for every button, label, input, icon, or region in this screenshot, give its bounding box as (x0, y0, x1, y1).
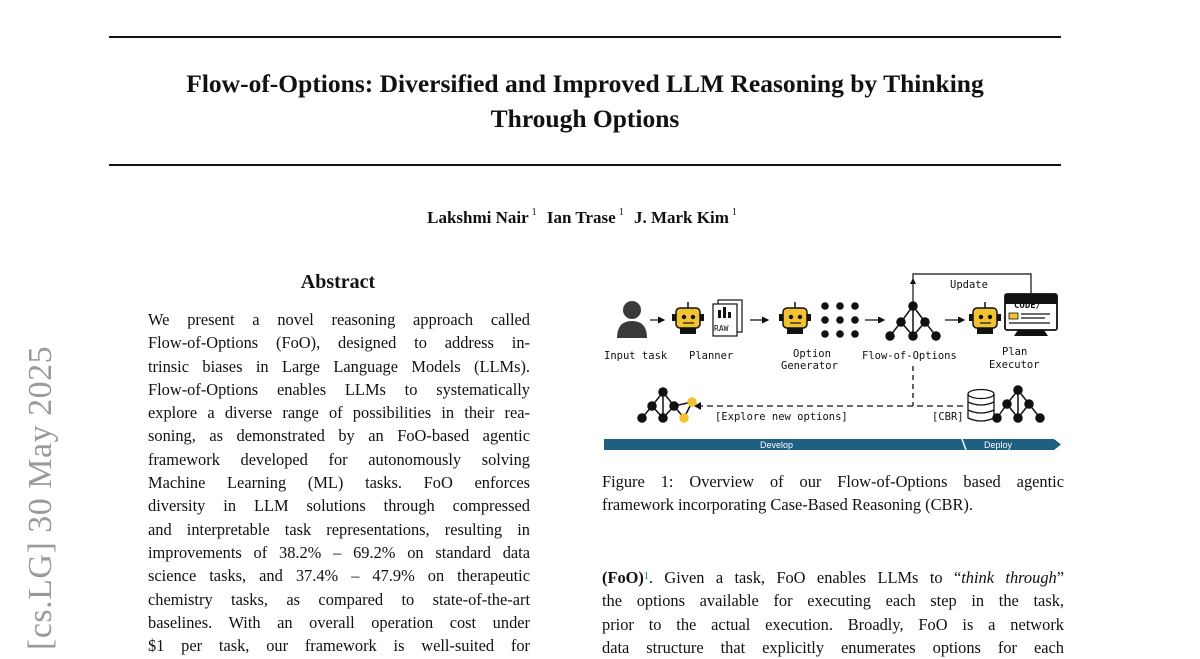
author-name: Lakshmi Nair (427, 208, 529, 227)
planner-robot-icon (672, 302, 704, 334)
option-generator-label-1: Option (793, 348, 831, 360)
deploy-label: Deploy (984, 440, 1013, 450)
body-text (602, 566, 1064, 659)
abstract-line: Flow-of-Options enables LLMs to systematically (148, 379, 530, 399)
figure-1-diagram (600, 268, 1064, 458)
update-label: Update (950, 279, 988, 291)
abstract-line: We present a novel reasoning approach called (148, 310, 530, 329)
code-label: CODE/ (1014, 301, 1042, 311)
author-list (109, 208, 1061, 228)
body-line: prior to the actual execution. Broadly, FoO is a network (602, 614, 1064, 634)
cbr-label: [CBR] (932, 411, 964, 423)
author-name: J. Mark Kim (633, 208, 729, 227)
abstract-line: trinsic biases in Large Language Models (LLMs). (148, 356, 530, 376)
caption-line: framework incorporating Case-Based Reasoning (CBR). (602, 495, 973, 515)
planner-label: Planner (689, 350, 734, 362)
figure-caption (602, 470, 1064, 517)
abstract-line: and interpretable task representations, resulting in (148, 519, 530, 539)
plan-executor-label-1: Plan (1002, 346, 1028, 358)
abstract-line: improvements of 38.2% – 69.2% on standard data (148, 542, 530, 562)
foo-abbrev: (FoO) (602, 568, 644, 587)
abstract-body (148, 308, 530, 657)
update-arrow-head (910, 278, 916, 284)
code-monitor-icon (1005, 294, 1057, 336)
flow-of-options-label: Flow-of-Options (862, 350, 957, 362)
abstract-line: science tasks, and 37.4% – 47.9% on therapeutic (148, 566, 530, 586)
flow-of-options-network-icon (886, 302, 940, 340)
explored-network-icon (638, 388, 696, 422)
title-line-2: Through Options (490, 104, 680, 133)
abstract-line: explore a diverse range of possibilities in their rea- (148, 403, 530, 423)
explore-label: [Explore new options] (715, 411, 848, 423)
plan-executor-label-2: Executor (989, 359, 1040, 371)
input-task-label: Input task (604, 350, 668, 362)
abstract-line: Machine Learning (ML) tasks. FoO enforces (148, 473, 530, 493)
raw-label: RAW (714, 324, 729, 333)
body-fragment: ” (1056, 568, 1064, 587)
paper-title (109, 66, 1061, 136)
abstract-line: diversity in LLM solutions through compressed (148, 496, 530, 516)
top-rule (109, 36, 1061, 38)
develop-deploy-band (604, 439, 1061, 450)
author-affiliation: 1 (618, 207, 624, 218)
footnote-ref[interactable]: 1 (643, 571, 649, 582)
abstract-line: baselines. With an overall operation cost under (148, 612, 530, 632)
title-line-1: Flow-of-Options: Diversified and Improved LLM Reasoning by Thinking (186, 69, 984, 98)
caption-line: Figure 1: Overview of our Flow-of-Options based agentic (602, 472, 1064, 491)
abstract-line: chemistry tasks, as compared to state-of-the-art (148, 589, 530, 609)
options-grid-icon (821, 302, 859, 338)
body-line: the options available for executing each step in the task, (602, 591, 1064, 611)
author-affiliation: 1 (731, 207, 737, 218)
abstract-line: soning, as demonstrated by an FoO-based agentic (148, 426, 530, 446)
abstract-heading: Abstract (300, 271, 376, 293)
user-icon (617, 301, 647, 338)
deploy-network-icon (993, 386, 1044, 422)
body-line: data structure that explicitly enumerates options for each (602, 637, 1064, 657)
abstract-line: $1 per task, our framework is well-suited for (148, 636, 530, 656)
bottom-title-rule (109, 164, 1061, 166)
body-fragment: . Given a task, FoO enables LLMs to “ (648, 568, 962, 587)
database-icon (968, 390, 994, 422)
body-line (602, 566, 1064, 589)
arxiv-side-label: [cs.LG] 30 May 2025 (22, 345, 59, 650)
develop-label: Develop (760, 440, 794, 450)
body-italic: think through (961, 568, 1057, 587)
option-generator-label-2: Generator (781, 360, 838, 372)
plan-executor-robot-icon (969, 302, 1001, 334)
author-name: Ian Trase (546, 208, 616, 227)
raw-document-icon (713, 300, 742, 336)
option-generator-robot-icon (779, 302, 811, 334)
abstract-line: Flow-of-Options (FoO), designed to address in- (148, 333, 530, 353)
author-affiliation: 1 (531, 207, 537, 218)
abstract-line: framework developed for autonomously solving (148, 449, 530, 469)
